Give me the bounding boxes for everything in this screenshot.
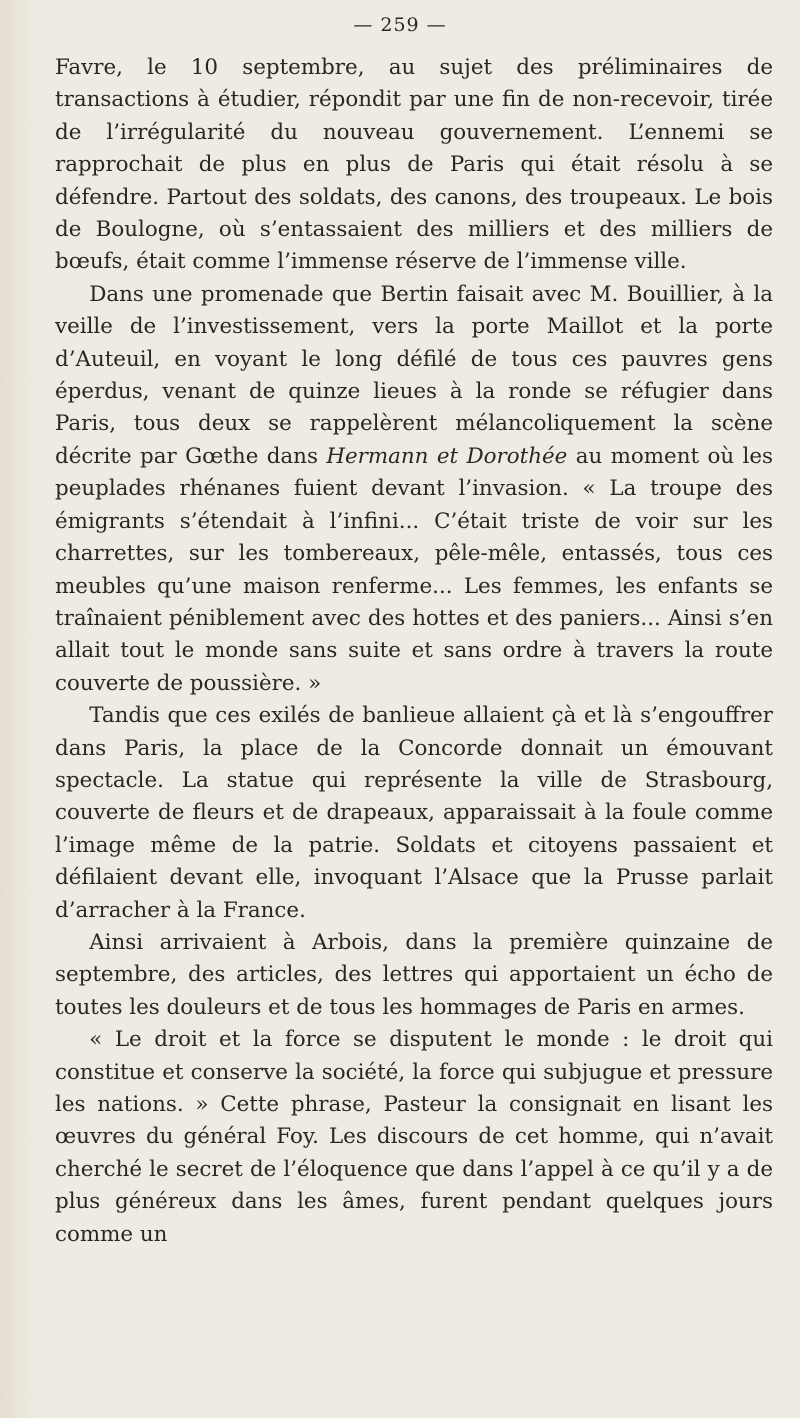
body-text	[55, 52, 773, 1251]
paragraph-2-text-before: Dans une promenade que Bertin faisait avec M. Bouillier, à la veille de l’investissement, vers la porte Maillot et la porte d’Auteuil, en voyant le long défilé de tous ces pauvres gens éperdus, venant de quinze lieues à la ronde se réfugier dans Paris, tous deux se rappelèrent mélancoliquement la scène décrite par Gœthe dans	[55, 281, 773, 469]
page-number: — 259 —	[353, 14, 447, 36]
paragraph-2	[55, 279, 773, 700]
paragraph-4: Ainsi arrivaient à Arbois, dans la première quinzaine de septembre, des articles, des lettres qui apportaient un écho de toutes les douleurs et de tous les hommages de Paris en armes.	[55, 929, 773, 1020]
paragraph-1: Favre, le 10 septembre, au sujet des préliminaires de transactions à étudier, répondit par une fin de non-recevoir, tirée de l’irrégularité du nouveau gouvernement. L’ennemi se rapprochait de plus en plus de Paris qui était résolu à se défendre. Partout des soldats, des canons, des troupeaux. Le bois de Boulogne, où s’entassaient des milliers et des milliers de bœufs, était comme l’immense réserve de l’immense ville.	[55, 55, 773, 275]
paragraph-2-text-after: au moment où les peuplades rhénanes fuient devant l’invasion. « La troupe des émigrants s’étendait à l’infini... C’était triste de voir sur les charrettes, sur les tombereaux, pêle-mêle, entassés, tous ces meubles qu’une maison renferme... Les femmes, les enfants se traînaient péniblement avec des hottes et des paniers... Ainsi s’en allait tout le monde sans suite et sans ordre à travers la route couverte de poussière. »	[55, 443, 773, 696]
book-title-italic: Hermann et Dorothée	[326, 443, 568, 469]
paragraph-5: « Le droit et la force se disputent le monde : le droit qui constitue et conserve la société, la force qui subjugue et pressure les nations. » Cette phrase, Pasteur la consignait en lisant les œuvres du général Foy. Les discours de cet homme, qui n’avait cherché le secret de l’éloquence que dans l’appel à ce qu’il y a de plus généreux dans les âmes, furent pendant quelques jours comme un	[55, 1027, 773, 1247]
paragraph-3: Tandis que ces exilés de banlieue allaient çà et là s’engouffrer dans Paris, la place de la Concorde donnait un émouvant spectacle. La statue qui représente la ville de Strasbourg, couverte de fleurs et de drapeaux, apparaissait à la foule comme l’image même de la patrie. Soldats et citoyens passaient et défilaient devant elle, invoquant l’Alsace que la Prusse parlait d’arracher à la France.	[55, 703, 773, 923]
